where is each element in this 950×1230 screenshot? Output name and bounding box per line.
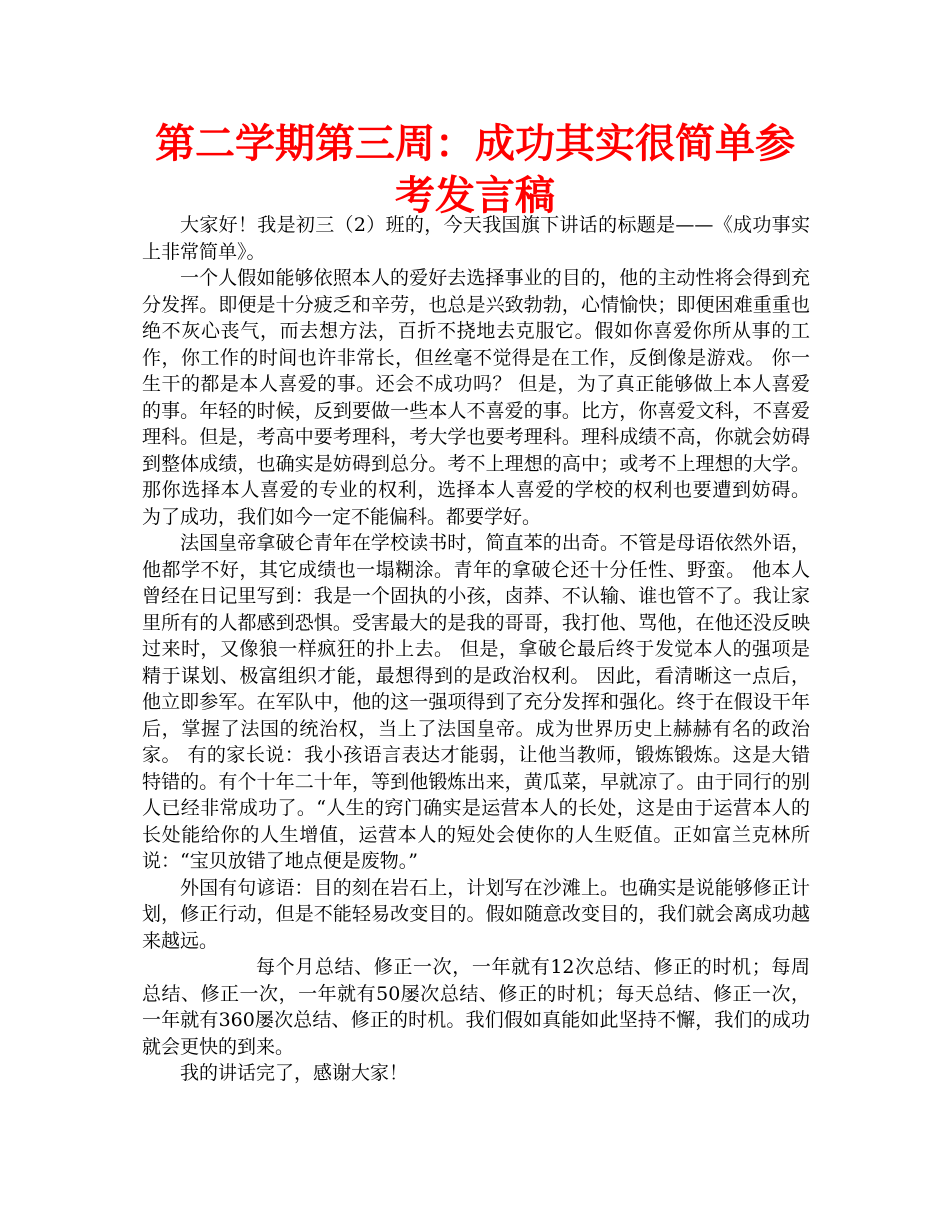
paragraph-interest: 一个人假如能够依照本人的爱好去选择事业的目的，他的主动性将会得到充分发挥。即便是十分疲乏和辛劳，也总是兴致勃勃，心情愉快；即便困难重重也绝不灰心丧气，而去想方法，百折不挠地去克服它。假如你喜爱你所从事的工作，你工作的时间也许非常长，但丝毫不觉得是在工作，反倒像是游戏。 你一生干的都是本人喜爱的事。还会不成功吗？ 但是，为了真正能够做上本人喜爱的事。年轻的时候，反到要做一些本人不喜爱的事。比方，你喜爱文科，不喜爱理科。但是，考高中要考理科，考大学也要考理科。理科成绩不高，你就会妨碍到整体成绩，也确实是妨碍到总分。考不上理想的高中；或考不上理想的大学。 那你选择本人喜爱的专业的权利，选择本人喜爱的学校的权利也要遭到妨碍。 为了成功，我们如今一定不能偏科。都要学好。 [142,267,810,528]
paragraph-greeting: 大家好！我是初三（2）班的，今天我国旗下讲话的标题是——《成功事实上非常简单》。 [142,214,810,263]
paragraph-proverb: 外国有句谚语：目的刻在岩石上，计划写在沙滩上。也确实是说能够修正计划，修正行动，但是不能轻易改变目的。假如随意改变目的，我们就会离成功越来越远。 [142,876,810,952]
paragraph-napoleon: 法国皇帝拿破仑青年在学校读书时，简直苯的出奇。不管是母语依然外语，他都学不好，其它成绩也一塌糊涂。青年的拿破仑还十分任性、野蛮。 他本人曾经在日记里写到：我是一个固执的小孩，卤莽、不认输、谁也管不了。我让家里所有的人都感到恐惧。受害最大的是我的哥哥，我打他、骂他，在他还没反映过来时，又像狼一样疯狂的扑上去。 但是，拿破仑最后终于发觉本人的强项是精于谋划、极富组织才能，最想得到的是政治权利。 因此，看清晰这一点后，他立即参军。在军队中，他的这一强项得到了充分发挥和强化。终于在假设干年后，掌握了法国的统治权，当上了法国皇帝。成为世界历史上赫赫有名的政治家。 有的家长说：我小孩语言表达才能弱，让他当教师，锻炼锻炼。这是大错特错的。有个十年二十年，等到他锻炼出来，黄瓜菜，早就凉了。由于同行的别人已经非常成功了。“人生的窍门确实是运营本人的长处，这是由于运营本人的长处能给你的人生增值，运营本人的短处会使你的人生贬值。正如富兰克林所说：“宝贝放错了地点便是废物。” [142,532,810,872]
document-body [142,212,810,1087]
paragraph-closing: 我的讲话完了，感谢大家！ [180,1062,409,1084]
paragraph-summary: 每个月总结、修正一次，一年就有12次总结、修正的时机；每周总结、修正一次，一年就有50屡次总结、修正的时机；每天总结、修正一次，一年就有360屡次总结、修正的时机。我们假如真能如此坚持不懈，我们的成功就会更快的到来。 [142,956,810,1058]
document-title: 第二学期第三周：成功其实很简单参考发言稿 [155,121,795,219]
